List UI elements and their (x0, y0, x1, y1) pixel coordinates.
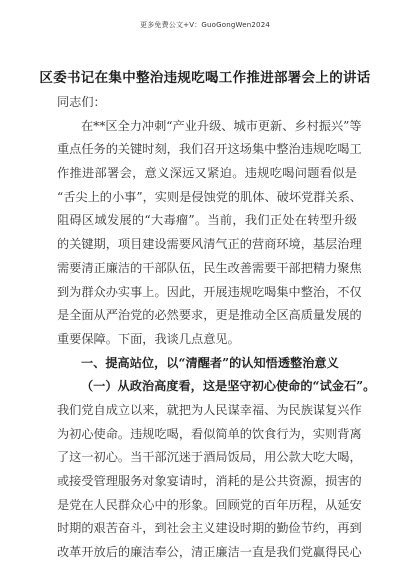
paragraph-line: 为初心使命。违规吃喝，看似简单的饮食行为，实则背离 (57, 426, 362, 441)
salutation: 同志们： (57, 95, 106, 109)
section-heading: 一、提高站位，以“清醒者”的认知悟透整治意义 (81, 355, 339, 370)
paragraph-line: 重要保障。下面，我谈几点意见。 (57, 331, 240, 346)
paragraph-line: “舌尖上的小事”，实则是侵蚀党的肌体、破坏党群关系、 (57, 189, 362, 204)
paragraph-line: 了这一初心。当干部沉迷于酒局饭局，用公款大吃大喝， (57, 450, 362, 465)
document-body (57, 91, 376, 565)
header-note: 更多免费公文+V：GuoGongWen2024 (139, 21, 271, 29)
paragraph-line: 我们党自成立以来，就把为人民谋幸福、为民族谋复兴作 (57, 402, 362, 417)
subsection-heading: （一）从政治高度看，这是坚守初心使命的“试金石”。 (81, 379, 376, 394)
paragraph-line: 的关键期，项目建设需要风清气正的营商环境，基层治理 (57, 237, 362, 252)
paragraph-line: 需要清正廉洁的干部队伍，民生改善需要干部把精力聚焦 (57, 260, 362, 275)
paragraph-line: 到为群众办实事上。因此，开展违规吃喝集中整治，不仅 (57, 284, 362, 299)
paragraph-2 (57, 399, 362, 565)
paragraph-line: 或接受管理服务对象宴请时，消耗的是公共资源，损害的 (57, 474, 362, 488)
paragraph-line: 在**区全力冲刺“产业升级、城市更新、乡村振兴”等 (81, 118, 362, 133)
paragraph-1 (57, 115, 362, 352)
paragraph-line: 重点任务的关键时刻，我们召开这场集中整治违规吃喝工 (57, 142, 362, 157)
paragraph-line: 时期的艰苦奋斗，到社会主义建设时期的勤俭节约，再到 (57, 521, 362, 536)
paragraph-line: 阻碍区域发展的“大毒瘤”。当前，我们正处在转型升级 (57, 213, 357, 228)
document-title: 区委书记在集中整治违规吃喝工作推进部署会上的讲话 (39, 70, 371, 86)
paragraph-line: 是全面从严治党的必然要求，更是推动全区高质量发展的 (57, 308, 362, 323)
paragraph-line: 改革开放后的廉洁奉公，清正廉洁一直是我们党赢得民心 (57, 545, 362, 560)
paragraph-line: 作推进部署会，意义深远又紧迫。违规吃喝问题看似是 (57, 166, 357, 181)
paragraph-line: 是党在人民群众心中的形象。回顾党的百年历程，从延安 (57, 497, 362, 512)
